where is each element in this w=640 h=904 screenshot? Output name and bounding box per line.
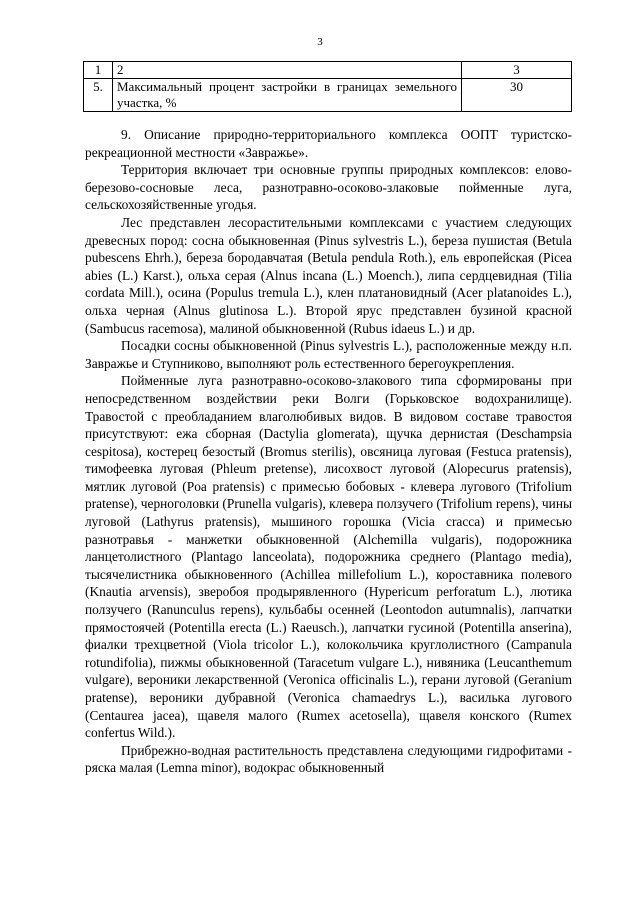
- table-header-row: [84, 62, 572, 79]
- paragraph: Пойменные луга разнотравно-осоково-злакового типа сформированы при непосредственном воздействии реки Волги (Горьковское водохранилище). Травостой с преобладанием влаголюбивых видов. В видовом составе травостоя присутствуют: ежа сборная (Dactylia glomerata), щучка дернистая (Deschampsia cespitosa), костерец безостый (Bromus sterilis), овсяница луговая (Festuca pratensis), тимофеевка луговая (Phleum pretense), лисохвост луговой (Alopecurus pratensis), мятлик луговой (Poa pratensis) с примесью бобовых - клевера лугового (Trifolium pratense), черноголовки (Prunella vulgaris), клевера ползучего (Trifolium repens), чины луговой (Lathyrus pratensis), мышиного горошка (Vicia cracca) и примесью разнотравья - манжетки обыкновенной (Alchemilla vulgaris), подорожника ланцетолистного (Plantago lanceolata), подорожника среднего (Plantago media), тысячелистника обыкновенного (Achillea millefolium L.), короставника полевого (Knautia arvensis), зверобоя продырявленного (Hypericum perforatum L.), лютика ползучего (Ranunculus repens), кульбабы осенней (Leontodon autumnalis), лапчатки прямостоячей (Potentilla erecta (L.) Raeusch.), лапчатки гусиной (Potentilla anserina), фиалки трехцветной (Viola tricolor L.), колокольчика круглолистного (Campanula rotundifolia), пижмы обыкновенной (Taracetum vulgare L.), нивяника (Leucanthemum vulgare), вероники лекарственной (Veronica officinalis L.), герани луговой (Geranium pratense), вероники дубравной (Veronica chamaedrys L.), василька лугового (Centaurea jacea), щавеля малого (Rumex acetosella), щавеля конского (Rumex confertus Wild.).: [85, 373, 572, 741]
- page-number: 3: [317, 36, 323, 48]
- parameters-table: [83, 61, 572, 112]
- table-header-cell: 3: [462, 62, 572, 79]
- row-number-cell: 5.: [84, 79, 113, 112]
- paragraph: Лес представлен лесорастительными комплексами с участием следующих древесных пород: сосна обыкновенная (Pinus sylvestris L.), береза пушистая (Betula pubescens Ehrh.), береза бородавчатая (Betula pendula Roth.), ель европейская (Picea abies (L.) Karst.), ольха серая (Alnus incana (L.) Moench.), липа сердцевидная (Tilia cordata Mill.), осина (Populus tremula L.), клен платановидный (Acer platanoides L.), ольха черная (Alnus glutinosa L.). Второй ярус представлен бузиной красной (Sambucus racemosa), малиной обыкновенной (Rubus idaeus L.) и др.: [85, 214, 572, 336]
- table-header-cell: 1: [84, 62, 113, 79]
- table-header-cell: 2: [113, 62, 462, 79]
- paragraph: Территория включает три основные группы природных комплексов: елово-березово-сосновые леса, разнотравно-осоково-злаковые пойменные луга, сельскохозяйственные угодья.: [85, 162, 572, 213]
- paragraph: Прибрежно-водная растительность представлена следующими гидрофитами - ряска малая (Lemna minor), водокрас обыкновенный: [85, 742, 572, 776]
- document-body: [85, 126, 572, 777]
- paragraph: Посадки сосны обыкновенной (Pinus sylvestris L.), расположенные между н.п. Завражье и Ступниково, выполняют роль естественного берегоукрепления.: [85, 338, 572, 371]
- row-description-cell: Максимальный процент застройки в границах земельного участка, %: [113, 79, 462, 112]
- section-heading: 9. Описание природно-территориального комплекса ООПТ туристско-рекреационной местности «Завражье».: [85, 127, 572, 160]
- row-value-cell: 30: [462, 79, 572, 112]
- table-row: [84, 79, 572, 112]
